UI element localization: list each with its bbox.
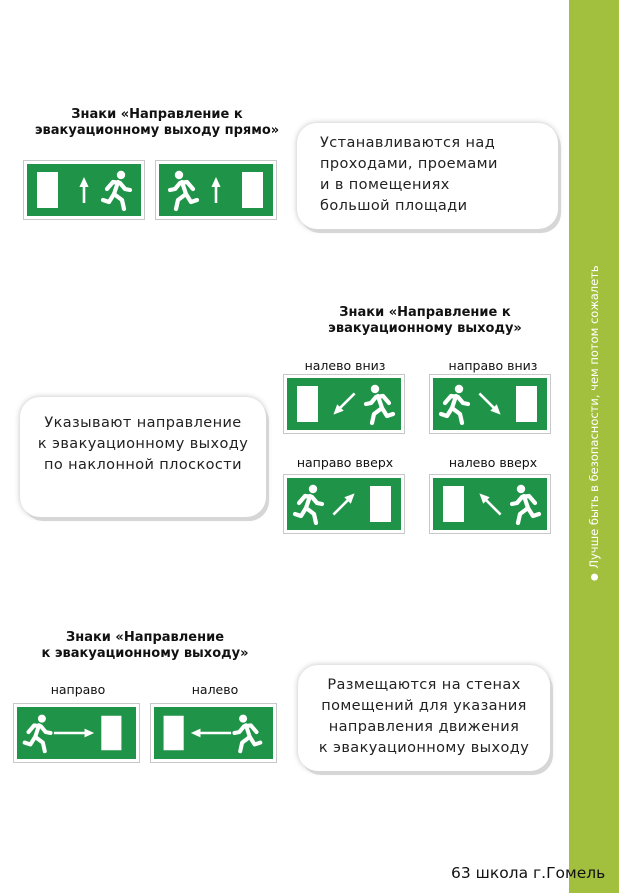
direction-arrow-icon (211, 177, 220, 203)
section3-description: Размещаются на стенах помещений для указания направления движения к эвакуационному выходу (298, 665, 550, 771)
label-up-right: направо вверх (296, 455, 394, 470)
direction-arrow-icon (191, 729, 231, 738)
label-up-left: налево вверх (448, 455, 538, 470)
sidebar-slogan-text: Лучше быть в безопасности, чем потом сожалеть (587, 265, 601, 569)
section1-description: Устанавливаются над проходами, проемами и в помещениях большой площади (297, 123, 558, 229)
section1-heading: Знаки «Направление к эвакуационному выходу прямо» (34, 107, 280, 138)
evacuation-sign-graphic (159, 164, 273, 216)
label-down-left: налево вниз (304, 358, 386, 373)
section2-heading: Знаки «Направление к эвакуационному выходу» (328, 305, 522, 336)
door-icon (516, 386, 537, 422)
direction-arrow-icon (479, 493, 500, 514)
running-man-icon (103, 171, 130, 209)
evacuation-sign-graphic (287, 478, 401, 530)
sign-down-left (287, 378, 401, 430)
direction-arrow-icon (79, 177, 88, 203)
direction-arrow-icon (333, 393, 354, 414)
evacuation-sign-graphic (17, 707, 131, 759)
running-man-icon (25, 715, 51, 752)
running-man-icon (366, 385, 393, 423)
section2-description: Указывают направление к эвакуационному выходу по наклонной плоскости (20, 397, 266, 517)
door-icon (242, 172, 263, 208)
door-icon (164, 716, 184, 750)
direction-arrow-icon (54, 729, 94, 738)
evacuation-sign-graphic (154, 707, 268, 759)
sign-right (17, 707, 136, 759)
label-down-right: направо вниз (448, 358, 538, 373)
sign-forward-door-right (159, 164, 273, 216)
evacuation-sign-graphic (433, 478, 547, 530)
door-icon (37, 172, 58, 208)
sidebar-slogan (587, 265, 601, 580)
door-icon (443, 486, 464, 522)
sign-up-left (433, 478, 547, 530)
sign-up-right (287, 478, 401, 530)
door-icon (370, 486, 391, 522)
section3-heading: Знаки «Направление к эвакуационному выходу» (41, 630, 249, 661)
door-icon (101, 716, 121, 750)
sign-down-right (433, 378, 547, 430)
bullet-icon (591, 574, 598, 581)
evacuation-sign-graphic (27, 164, 141, 216)
evacuation-sign-graphic (433, 378, 547, 430)
sign-left (154, 707, 273, 759)
label-left: налево (191, 682, 239, 697)
direction-arrow-icon (479, 393, 500, 414)
evacuation-sign-graphic (287, 378, 401, 430)
sign-forward-door-left (27, 164, 141, 216)
running-man-icon (295, 485, 322, 523)
running-man-icon (441, 385, 468, 423)
label-right: направо (50, 682, 106, 697)
direction-arrow-icon (333, 493, 354, 514)
running-man-icon (170, 171, 197, 209)
footer-text: 63 школа г.Гомель (451, 864, 606, 882)
running-man-icon (234, 715, 260, 752)
running-man-icon (512, 485, 539, 523)
door-icon (297, 386, 318, 422)
